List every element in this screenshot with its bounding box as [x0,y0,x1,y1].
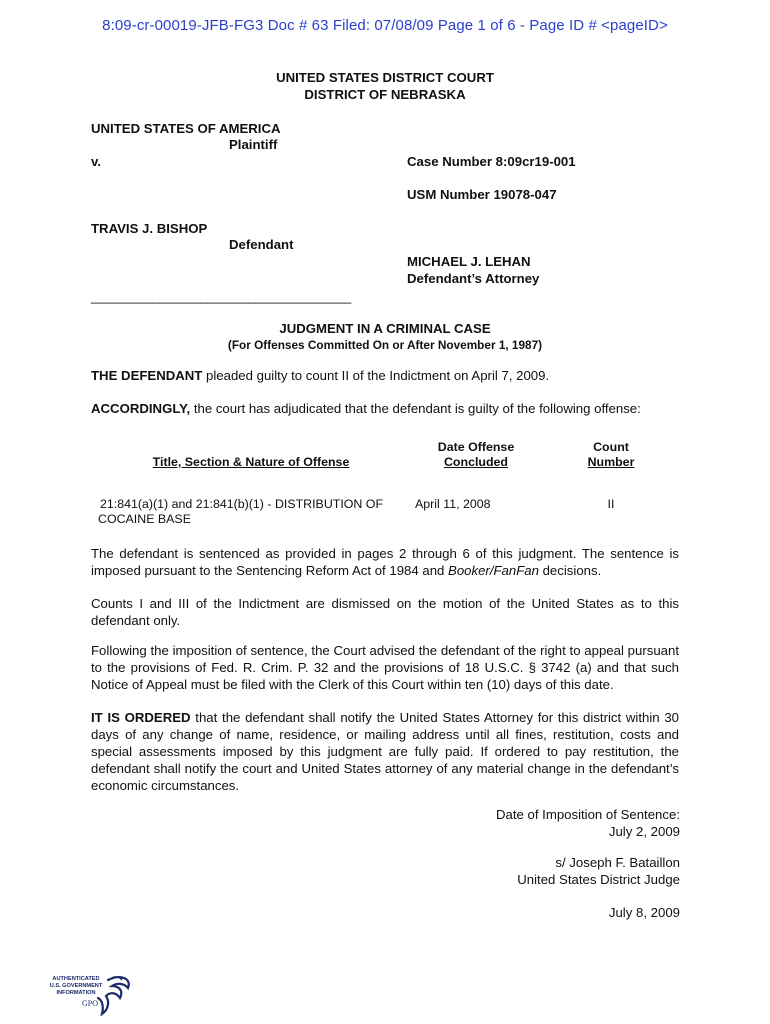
table-row-offense-line1: 21:841(a)(1) and 21:841(b)(1) - DISTRIBUTION OF [100,497,384,511]
usm-number: USM Number 19078-047 [407,187,557,202]
document-header: 8:09-cr-00019-JFB-FG3 Doc # 63 Filed: 07/08/09 Page 1 of 6 - Page ID # <pageID> [102,17,668,34]
ordered-text: that the defendant shall notify the United States Attorney for this district within 30 days of any change of name, residence, or mailing address until all fines, restitution, costs and special assessments imposed by this judgment are fully paid. If ordered to pay restitution, the defendant shall notify the court and United States attorney of any material change in the defendant’s economic circumstances. [91,710,679,793]
appeal-paragraph: Following the imposition of sentence, the Court advised the defendant of the right to appeal pursuant to the provisions of Fed. R. Crim. P. 32 and the provisions of 18 U.S.C. § 3742 (a) and that such Notice of Appeal must be filed with the Clerk of this Court within ten (10) days of this date. [91,643,679,692]
caption-rule: ______________________________________ [91,289,351,304]
judgment-title: JUDGMENT IN A CRIMINAL CASE [279,321,491,336]
plea-lead: THE DEFENDANT [91,368,203,383]
sign-date: July 8, 2009 [608,905,680,920]
adjudication-statement [91,401,641,416]
header-offense-title: Title, Section & Nature of Offense [152,455,350,469]
table-row-offense-line2: COCAINE BASE [98,512,191,526]
defendant-role: Defendant [229,237,294,252]
gpo-authentication-logo [46,972,136,1018]
imposition-date: July 2, 2009 [608,824,680,839]
plea-statement [91,368,549,383]
plaintiff-role: Plaintiff [229,137,278,152]
court-name: UNITED STATES DISTRICT COURT [276,70,494,85]
sentence-paragraph [91,545,679,579]
versus: v. [91,154,102,169]
attorney-name: MICHAEL J. LEHAN [407,254,531,269]
defendant-name: TRAVIS J. BISHOP [91,221,208,236]
case-number: Case Number 8:09cr19-001 [407,154,576,169]
attorney-role: Defendant’s Attorney [407,271,540,286]
ordered-paragraph [91,709,679,794]
dismissal-paragraph: Counts I and III of the Indictment are dismissed on the motion of the United States as to this defendant only. [91,596,679,628]
gpo-line2: U.S. GOVERNMENT [49,983,103,989]
header-date-line2: Concluded [443,455,509,469]
court-district: DISTRICT OF NEBRASKA [304,87,466,102]
sentence-text-after: decisions. [538,563,602,578]
gpo-logo-text [46,976,106,997]
gpo-line1: AUTHENTICATED [52,976,100,982]
plea-text: pleaded guilty to count II of the Indictment on April 7, 2009. [202,368,550,383]
plaintiff-name: UNITED STATES OF AMERICA [91,121,281,136]
table-row-count: II [607,497,615,511]
judge-signature: s/ Joseph F. Bataillon [555,855,680,870]
offense-table [91,440,681,530]
sentence-italic-case: Booker/FanFan [448,563,539,578]
gpo-mark: GPO [82,999,99,1008]
judge-title: United States District Judge [517,872,680,887]
table-row-date: April 11, 2008 [415,497,491,511]
gpo-line3: INFORMATION [56,990,96,996]
header-count-line2: Number [587,455,635,469]
judgment-subtitle: (For Offenses Committed On or After November 1, 1987) [227,338,543,352]
accordingly-text: the court has adjudicated that the defendant is guilty of the following offense: [190,401,641,416]
ordered-lead: IT IS ORDERED [91,710,191,725]
header-count-line1: Count [593,440,629,454]
accordingly-lead: ACCORDINGLY, [91,401,191,416]
header-date-line1: Date Offense [437,440,515,454]
imposition-label: Date of Imposition of Sentence: [495,807,680,822]
sentence-text: The defendant is sentenced as provided in pages 2 through 6 of this judgment. The sentence is imposed pursuant to the Sentencing Reform Act of 1984 and [91,546,679,578]
